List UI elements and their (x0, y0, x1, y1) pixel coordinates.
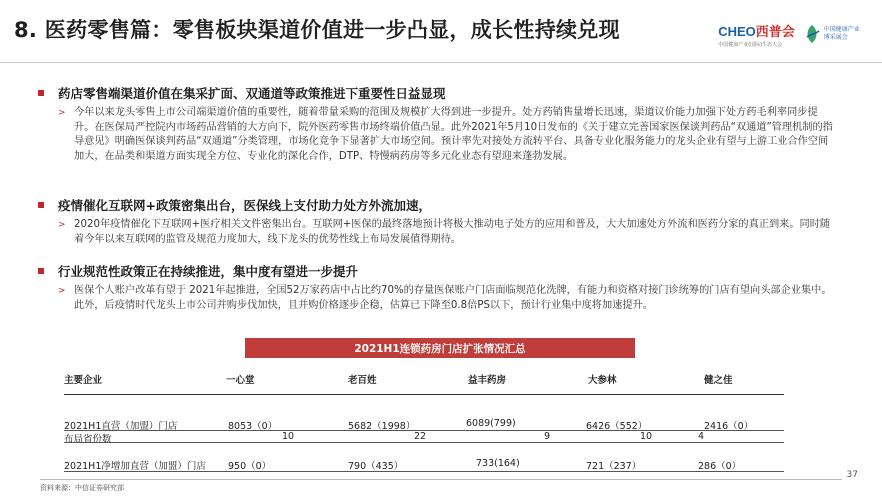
header-divider (0, 62, 882, 63)
logo-area (704, 10, 874, 58)
table-cell: 10 (640, 431, 653, 442)
fair-logo-line1: 中国健康产业 (823, 26, 860, 33)
table-row-divider (64, 471, 784, 472)
table-title: 2021H1连锁药房门店扩张情况汇总 (245, 338, 635, 358)
table-cell: 4 (698, 431, 705, 442)
table-row-label: 布局省份数 (64, 434, 112, 445)
table-row-divider (64, 442, 784, 443)
table-cell: 950（0） (228, 461, 272, 472)
square-bullet-icon (38, 90, 44, 96)
table-cell: 9 (544, 431, 551, 442)
table-cell: 5682（1998） (348, 421, 416, 432)
fair-logo-line2: 博采展会 (823, 34, 848, 41)
table-header-cell: 健之佳 (704, 375, 733, 386)
table-cell: 6089(799) (466, 418, 516, 429)
table-cell: 8053（0） (228, 421, 278, 432)
table-row (64, 418, 784, 430)
leaf-logo-icon (803, 24, 821, 44)
table-cell: 10 (282, 431, 295, 442)
fair-logo (803, 24, 860, 44)
table-cell: 733(164) (476, 458, 520, 469)
table-header-cell: 一心堂 (226, 375, 255, 386)
chevron-right-icon: > (58, 286, 66, 296)
table-header-row (64, 372, 784, 386)
table-cell: 2416（0） (704, 421, 754, 432)
footer-divider (40, 479, 842, 480)
table-header-cell: 主要企业 (64, 375, 103, 386)
page-title: 8. 医药零售篇：零售板块渠道价值进一步凸显，成长性持续兑现 (14, 18, 620, 42)
cheo-logo-text: CHEO (718, 23, 756, 39)
table-cell: 6426（552） (586, 421, 648, 432)
section-paragraph: 医保个人账户改革有望于 2021年起推进，全国52万家药店中占比约70%的存量医保账户门店面临规范化洗牌，有能力和资格对接门诊统筹的门店有望向头部企业集中。此外，后疫情时代龙头上市公司并购步伐加快，且并购价格逐步企稳，估算已下降至0.8倍PS以下，预计行业集中度将加速提升。 (74, 285, 832, 311)
table-cell: 22 (414, 431, 427, 442)
section-heading: 行业规范性政策正在持续推进，集中度有望进一步提升 (58, 264, 359, 279)
table-cell: 721（237） (586, 461, 642, 472)
table-row-label: 2021H1净增加直营（加盟）门店 (64, 461, 206, 472)
chevron-right-icon: > (58, 220, 66, 230)
section-retail-channel (38, 84, 838, 164)
section-paragraph: 2020年疫情催化下互联网+医疗相关文件密集出台。互联网+医保的最终落地预计将极大推动电子处方的应用和普及，大大加速处方外流和医药分家的真正到来。同时随着今年以来互联网的监管及规范力度加大，线下龙头的优势性线上布局发展值得期待。 (74, 219, 831, 245)
cheo-logo-cn: 西普会 (755, 23, 795, 39)
cheo-logo-subtitle: 中国健康产业(国际)生态大会 (718, 41, 783, 48)
section-heading: 疫情催化互联网+政策密集出台，医保线上支付助力处方外流加速， (58, 198, 431, 213)
table-row-label: 2021H1直营（加盟）门店 (64, 421, 178, 432)
square-bullet-icon (38, 202, 44, 208)
table-header-cell: 益丰药房 (468, 375, 507, 386)
section-industry-regulation (38, 262, 838, 313)
chevron-right-icon: > (58, 108, 66, 118)
table-row (64, 458, 784, 470)
section-heading: 药店零售端渠道价值在集采扩面、双通道等政策推进下重要性日益显现 (58, 86, 446, 101)
table-cell: 790（435） (348, 461, 404, 472)
table-cell: 286（0） (698, 461, 742, 472)
table-header-cell: 大参林 (588, 375, 617, 386)
table-header-divider (64, 394, 784, 395)
square-bullet-icon (38, 268, 44, 274)
page-number: 37 (846, 470, 858, 480)
section-paragraph: 今年以来龙头零售上市公司端渠道价值的重要性，随着带量采购的范围及规模扩大得到进一步提升。处方药销售量增长迅速，渠道议价能力加强下处方药毛利率同步提升。在医保局严控院内市场药品营销的大方向下，院外医药零售市场终端价值凸显。此外2021年5月10日发布的《关于建立完善国家医保谈判药品“双通道”管理机制的指导意见》明确医保谈判药品“双通道”分类管理，市场化竞争下显著扩大市场空间。预计率先对接处方流转平台、具备专业化服务能力的龙头企业有望与上游工业合作空间加大，在品类和渠道方面实现全方位、专业化的深化合作，DTP、特慢病药房等多元化业态有望迎来蓬勃发展。 (74, 107, 833, 162)
table-header-cell: 老百姓 (348, 375, 377, 386)
section-internet-policy (38, 196, 838, 247)
cheo-logo (718, 21, 795, 48)
source-note: 资料来源：中信证券研究部 (40, 484, 124, 492)
